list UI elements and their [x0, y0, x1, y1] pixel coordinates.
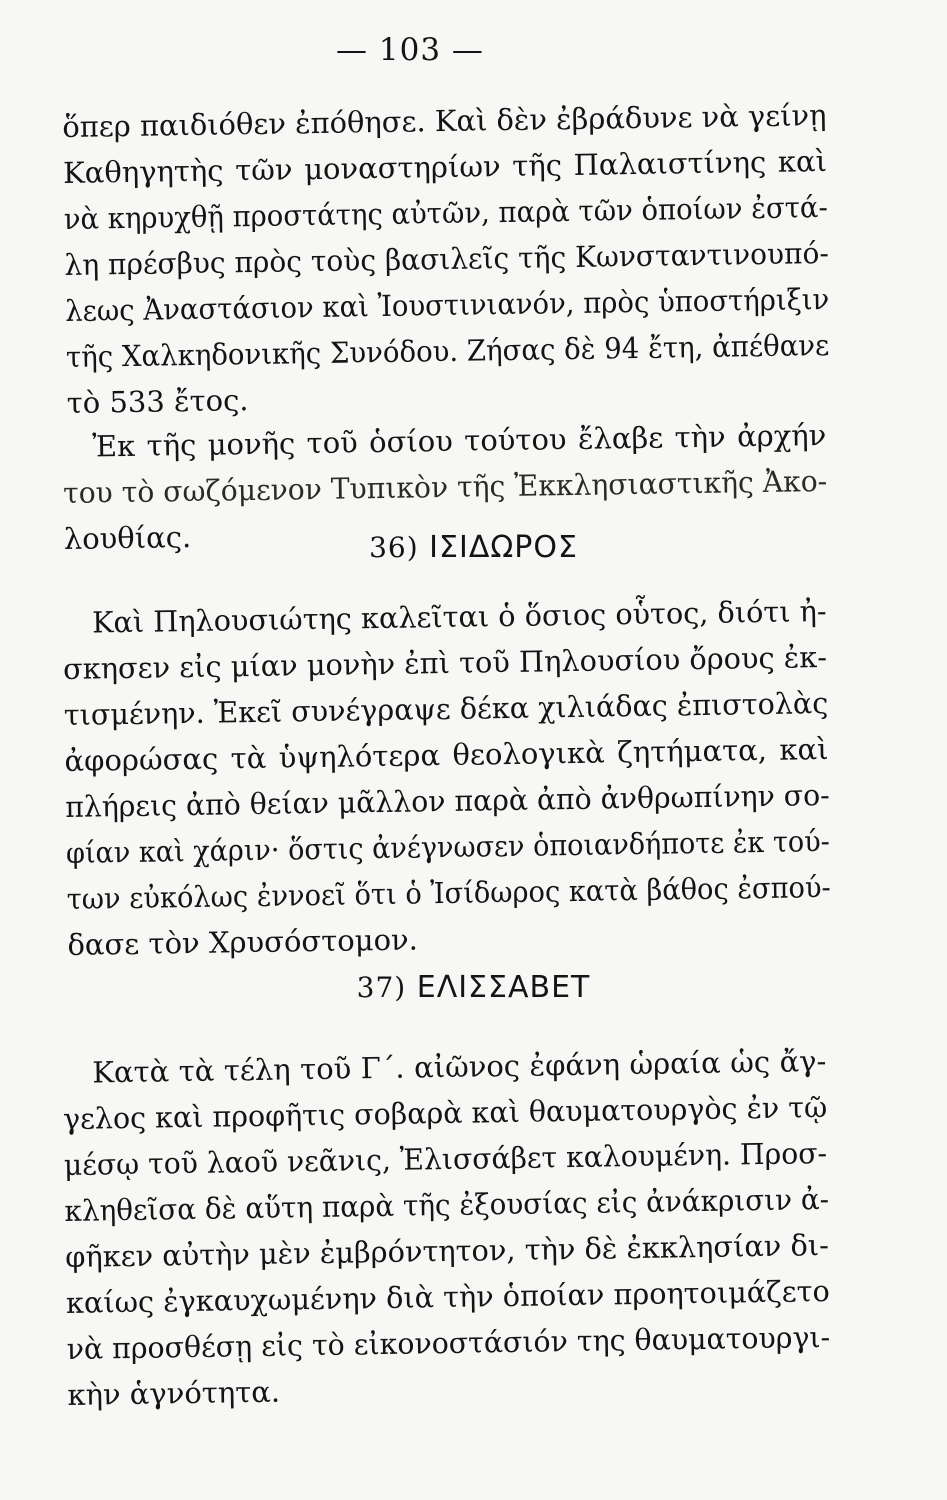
text-line: τισμένην. Ἐκεῖ συνέγραψε δέκα χιλιάδας ἐπιστολὰς: [63, 685, 829, 732]
text-line: καίως ἐγκαυχωμένην διὰ τὴν ὁποίαν προητοιμάζετο: [65, 1273, 830, 1320]
text-line: τῆς Χαλκηδονικῆς Συνόδου. Ζήσας δὲ 94 ἔτη, ἀπέθανε: [65, 327, 830, 374]
text-line: μέσῳ τοῦ λαοῦ νεᾶνις, Ἐλισσάβετ καλουμένη. Προσ-: [63, 1135, 828, 1182]
text-line: φίαν καὶ χάριν· ὅστις ἀνέγνωσεν ὁποιανδήποτε ἐκ τού-: [65, 823, 831, 870]
text-line: τὸ 533 ἔτος.: [66, 383, 249, 420]
text-line: των εὐκόλως ἐννοεῖ ὅτι ὁ Ἰσίδωρος κατὰ βάθος ἐσπού-: [66, 869, 831, 916]
text-line: Καθηγητὴς τῶν μοναστηρίων τῆς Παλαιστίνης καὶ: [62, 143, 828, 190]
text-line: Καὶ Πηλουσιώτης καλεῖται ὁ ὅσιος οὗτος, διότι ἠ-: [91, 593, 827, 640]
text-line: φῆκεν αὐτὴν μὲν ἐμβρόντητον, τὴν δὲ ἐκκλησίαν δι-: [64, 1227, 830, 1274]
text-line: νὰ προσθέσῃ εἰς τὸ εἰκονοστάσιόν της θαυματουργι-: [66, 1319, 831, 1366]
text-line: νὰ κηρυχθῇ προστάτης αὐτῶν, παρὰ τῶν ὁποίων ἐστά-: [63, 189, 828, 236]
text-line: σκησεν εἰς μίαν μονὴν ἐπὶ τοῦ Πηλουσίου ὄρους ἐκ-: [62, 639, 828, 686]
section-title: ΙΣΙΔΩΡΟΣ: [429, 530, 578, 565]
text-line: κὴν ἁγνότητα.: [67, 1374, 281, 1412]
text-line: λεως Ἀναστάσιον καὶ Ἰουστινιανόν, πρὸς ὑποστήριξιν: [64, 281, 830, 328]
paragraph-continuation: [62, 92, 831, 426]
section-number: 37): [356, 971, 407, 1004]
text-line: Κατὰ τὰ τέλη τοῦ Γ΄. αἰῶνος ἐφάνη ὡραία ὡς ἄγ-: [92, 1043, 827, 1090]
text-line: κληθεῖσα δὲ αὕτη παρὰ τῆς ἐξουσίας εἰς ἀνάκρισιν ἀ-: [64, 1181, 830, 1228]
page-number: — 103 —: [336, 32, 484, 68]
text-line: του τὸ σωζόμενον Τυπικὸν τῆς Ἐκκλησιαστικῆς Ἀκο-: [62, 463, 828, 510]
section-heading-37: [0, 970, 947, 1005]
section-heading-36: [0, 530, 947, 565]
text-line: γελος καὶ προφῆτις σοβαρὰ καὶ θαυματουργὸς ἐν τῷ: [62, 1089, 828, 1136]
section-number: 36): [369, 531, 419, 564]
section-body-37: [62, 1038, 832, 1418]
text-line: πλήρεις ἀπὸ θείαν μᾶλλον παρὰ ἀπὸ ἀνθρωπίνην σο-: [64, 777, 830, 824]
text-line: δασε τὸν Χρυσόστομον.: [67, 922, 419, 962]
text-line: ὅπερ παιδιόθεν ἐπόθησε. Καὶ δὲν ἐβράδυνε νὰ γείνῃ: [62, 97, 827, 144]
section-body-36: [62, 588, 832, 968]
text-line: λουθίας.: [63, 519, 192, 556]
text-line: λη πρέσβυς πρὸς τοὺς βασιλεῖς τῆς Κωνσταντινουπό-: [64, 235, 830, 282]
text-line: Ἐκ τῆς μονῆς τοῦ ὁσίου τούτου ἔλαβε τὴν ἀρχήν: [92, 417, 827, 464]
text-line: ἀφορώσας τὰ ὑψηλότερα θεολογικὰ ζητήματα, καὶ: [64, 731, 829, 778]
section-title: ΕΛΙΣΣΑΒΕΤ: [416, 970, 591, 1005]
